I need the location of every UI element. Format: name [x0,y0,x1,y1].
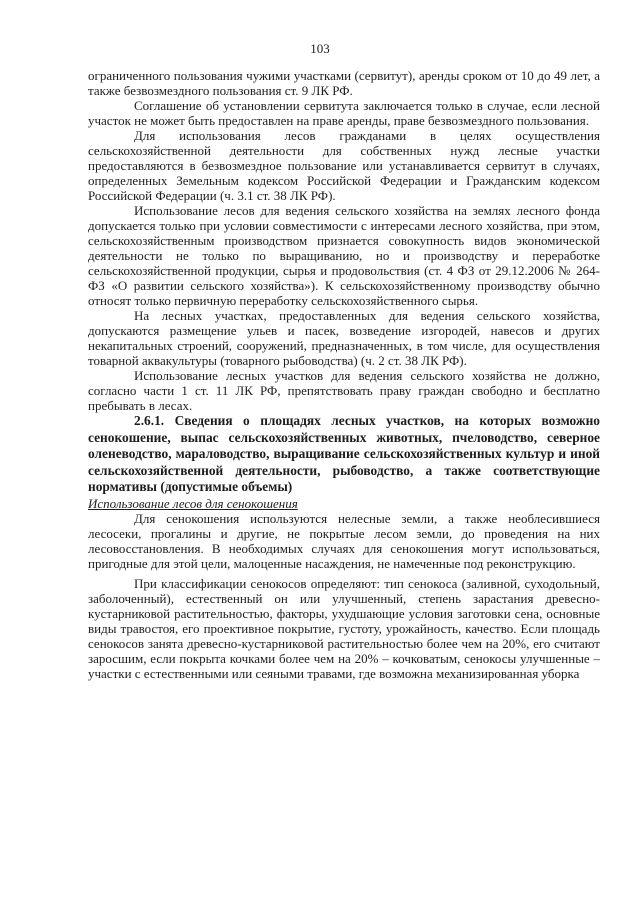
section-heading: 2.6.1. Сведения о площадях лесных участков, на которых возможно сенокошение, выпас сельскохозяйственных животных, пчеловодство, северное оленеводство, мараловодство, выращивание сельскохозяйственных культур и иной сельскохозяйственной деятельности, рыбоводство, а также соответствующие нормативы (допустимые объемы) [88,413,600,494]
body-paragraph-4: Использование лесов для ведения сельского хозяйства на землях лесного фонда допускается только при условии совместимости с интересами лесного хозяйства, при этом, сельскохозяйственным производством признается совокупность видов экономической деятельности не только по выращиванию, но и производству и переработке сельскохозяйственной продукции, сырья и продовольствия (ст. 4 ФЗ от 29.12.2006 № 264-ФЗ «О развитии сельского хозяйства»). К сельскохозяйственному производству обычно относят только первичную переработку сельскохозяйственного сырья. [88,203,600,308]
section-paragraph-1: Для сенокошения используются нелесные земли, а также необлесившиеся лесосеки, прогалины и другие, не покрытые лесом земли, до проведения на них лесовосстановления. В необходимых случаях для сенокошения могут использоваться, пригодные для этой цели, малоценные насаждения, не намеченные под реконструкцию. [88,510,600,571]
body-paragraph-2: Соглашение об установлении сервитута заключается только в случае, если лесной участок не может быть предоставлен на праве аренды, праве безвозмездного пользования. [88,98,600,128]
section-subheading: Использование лесов для сенокошения [88,495,298,511]
body-paragraph-3: Для использования лесов гражданами в целях осуществления сельскохозяйственной деятельности для собственных нужд лесные участки предоставляются в безвозмездное пользование или устанавливается сервитут в случаях, определенных Земельным кодексом Российской Федерации и Гражданским кодексом Российской Федерации (ч. 3.1 ст. 38 ЛК РФ). [88,128,600,203]
page-number: 103 [310,41,330,56]
body-paragraph-5: На лесных участках, предоставленных для ведения сельского хозяйства, допускаются размещение ульев и пасек, возведение изгородей, навесов и других некапитальных строений, сооружений, предназначенных, в том числе, для осуществления товарной аквакультуры (товарного рыбоводства) (ч. 2 ст. 38 ЛК РФ). [88,308,600,368]
page-content [88,68,600,681]
body-paragraph-1: ограниченного пользования чужими участками (сервитут), аренды сроком от 10 до 49 лет, а также безвозмездного пользования ст. 9 ЛК РФ. [88,68,600,98]
body-paragraph-6: Использование лесных участков для ведения сельского хозяйства не должно, согласно части 1 ст. 11 ЛК РФ, препятствовать праву граждан свободно и бесплатно пребывать в лесах. [88,368,600,413]
section-paragraph-2: При классификации сенокосов определяют: тип сенокоса (заливной, суходольный, заболоченный), естественный он или улучшенный, степень зарастания древесно-кустарниковой растительностью, факторы, ухудшающие условия заготовки сена, основные виды травостоя, его проективное покрытие, густоту, урожайность, качество. Если площадь сенокосов занята древесно-кустарниковой растительностью более чем на 20%, его считают заросшим, если покрыта кочками более чем на 20% – кочковатым, сенокосы улучшенные – участки с естественными или сеяными травами, где возможна механизированная уборка [88,575,600,681]
